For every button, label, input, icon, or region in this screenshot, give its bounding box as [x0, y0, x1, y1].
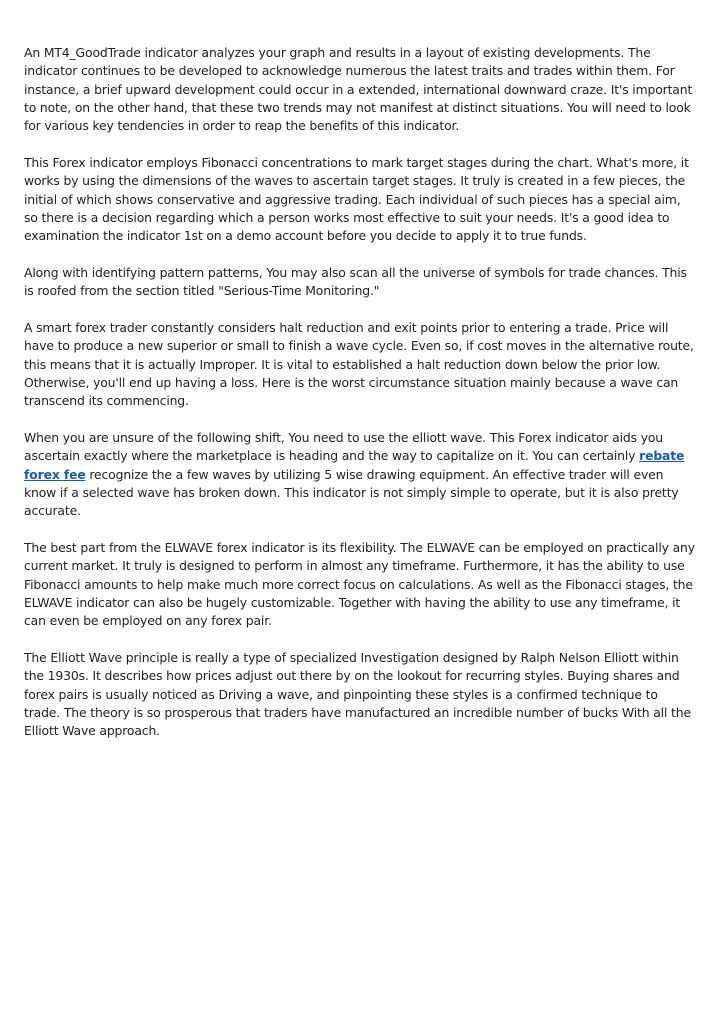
rebate-forex-fee-link[interactable]: rebate forex fee [24, 448, 685, 482]
paragraph-7: The Elliott Wave principle is really a type of specialized Investigation designed by Ralph Nelson Elliott within the 1930s. It describes how prices adjust out there by on the lookout for recurring styles. Buying shares and forex pairs is usually noticed as Driving a wave, and pinpointing these styles is a confirmed technique to trade. The theory is so prosperous that traders have manufactured an incredible number of bucks With all the Elliott Wave approach. [24, 650, 691, 739]
article-body [24, 44, 696, 759]
paragraph-6: The best part from the ELWAVE forex indicator is its flexibility. The ELWAVE can be employed on practically any current market. It truly is designed to perform in almost any timeframe. Furthermore, it has the ability to use Fibonacci amounts to help make much more correct focus on calculations. As well as the Fibonacci stages, the ELWAVE indicator can also be hugely customizable. Together with having the ability to use any timeframe, it can even be employed on any forex pair. [24, 540, 695, 629]
paragraph-3: Along with identifying pattern patterns, You may also scan all the universe of symbols for trade chances. This is roofed from the section titled "Serious-Time Monitoring." [24, 264, 687, 299]
paragraph-1: An MT4_GoodTrade indicator analyzes your graph and results in a layout of existing developments. The indicator continues to be developed to acknowledge numerous the latest traits and trades within them. For instance, a brief upward development could occur in a extended, international downward craze. It's important to note, on the other hand, that these two trends may not manifest at distinct situations. You will need to look for various key tendencies in order to reap the benefits of this indicator. [24, 45, 693, 134]
paragraph-2: This Forex indicator employs Fibonacci concentrations to mark target stages during the chart. What's more, it works by using the dimensions of the waves to ascertain target stages. It truly is created in a few pieces, the initial of which shows conservative and aggressive trading. Each individual of such pieces has a special aim, so there is a decision regarding which a person works most effective to suit your needs. It's a good idea to examination the indicator 1st on a demo account before you decide to apply it to true funds. [24, 154, 689, 244]
paragraph-4: A smart forex trader constantly considers halt reduction and exit points prior to entering a trade. Price will have to produce a new superior or small to finish a wave cycle. Even so, if cost moves in the alternative route, this means that it is actually Improper. It is vital to established a halt reduction down below the prior low. Otherwise, you'll end up having a loss. Here is the worst circumstance situation mainly because a wave can transcend its commencing. [24, 320, 694, 409]
paragraph-5 [24, 429, 696, 520]
paragraph-5-text-before: When you are unsure of the following shift, You need to use the elliott wave. This Forex indicator aids you ascertain exactly where the marketplace is heading and the way to capitalize on it. You can certainly [24, 430, 664, 464]
paragraph-5-text-after: recognize the a few waves by utilizing 5 wise drawing equipment. An effective trader will even know if a selected wave has broken down. This indicator is not simply simple to operate, but it is also pretty accurate. [24, 466, 679, 519]
